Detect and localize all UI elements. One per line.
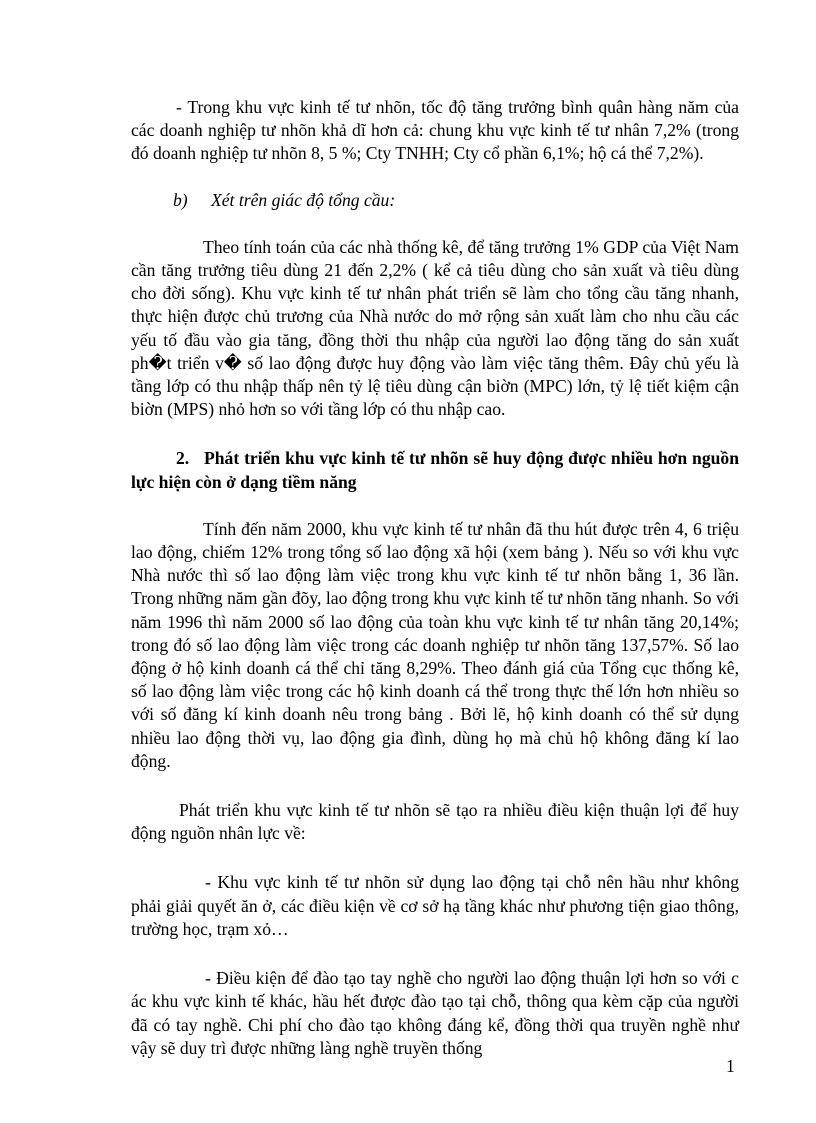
subsection-title: Xét trên giác độ tổng cầu: xyxy=(211,189,396,210)
paragraph-labor-statistics: Tính đến năm 2000, khu vực kinh tế tư nhân đã thu hút được trên 4, 6 triệu lao động, chiếm 12% trong tổng số lao động xã hội (xem bảng ). Nếu so với khu vực Nhà nước thì số lao động làm việc trong khu vực kinh tế tư nhõn bằng 1, 36 lần. Trong những năm gần đõy, lao động trong khu vực kinh tế tư nhõn tăng nhanh. So với năm 1996 thì năm 2000 số lao động của toàn khu vực kinh tế tư nhân tăng 20,14%; trong đó số lao động làm việc trong các doanh nghiệp tư nhõn tăng 137,57%. Số lao động ở hộ kinh doanh cá thể chỉ tăng 8,29%. Theo đánh giá của Tổng cục thống kê, số lao động làm việc trong các hộ kinh doanh cá thể trong thực thế lớn hơn nhiều so với số đăng kí kinh doanh nêu trong bảng . Bởi lẽ, hộ kinh doanh có thể sử dụng nhiều lao động thời vụ, lao động gia đình, dùng họ mà chủ hộ không đăng kí lao động. xyxy=(131,518,739,771)
page-number: 1 xyxy=(726,1056,735,1076)
paragraph-training-conditions: - Điều kiện để đào tạo tay nghề cho người lao động thuận lợi hơn so với c ác khu vực kinh tế khác, hầu hết được đào tạo tại chỗ, thông qua kèm cặp của người đã có tay nghề. Chi phí cho đào tạo không đáng kể, đồng thời qua truyền nghề như vậy sẽ duy trì được những làng nghề truyền thống xyxy=(131,968,739,1058)
subsection-heading-b xyxy=(173,189,739,212)
document-page xyxy=(131,96,739,1060)
section-number: 2. xyxy=(176,448,190,469)
subsection-marker: b) xyxy=(173,189,188,210)
paragraph-private-sector-growth: - Trong khu vực kinh tế tư nhõn, tốc độ tăng trưởng bình quân hàng năm của các doanh nghiệp tư nhõn khả dĩ hơn cả: chung khu vực kinh tế tư nhân 7,2% (trong đó doanh nghiệp tư nhõn 8, 5 %; Cty TNHH; Cty cổ phần 6,1%; hộ cá thể 7,2%). xyxy=(131,97,739,164)
paragraph-local-labor: - Khu vực kinh tế tư nhõn sử dụng lao động tại chỗ nên hầu như không phải giải quyết ăn ở, các điều kiện về cơ sở hạ tầng khác như phương tiện giao thông, trường học, trạm xỏ… xyxy=(131,872,739,939)
paragraph-aggregate-demand: Theo tính toán của các nhà thống kê, để tăng trưởng 1% GDP của Việt Nam cần tăng trưởng tiêu dùng 21 đến 2,2% ( kể cả tiêu dùng cho sản xuất và tiêu dùng cho đời sống). Khu vực kinh tế tư nhân phát triển sẽ làm cho tổng cầu tăng nhanh, thực hiện được chủ trương của Nhà nước do mở rộng sản xuất làm cho nhu cầu các yếu tố đầu vào gia tăng, đồng thời thu nhập của người lao động tăng do sản xuất ph�t triển v� số lao động được huy động vào làm việc tăng thêm. Đây chủ yếu là tầng lớp có thu nhập thấp nên tỷ lệ tiêu dùng cận biờn (MPC) lớn, tỷ lệ tiết kiệm cận biờn (MPS) nhỏ hơn so với tầng lớp có thu nhập cao. xyxy=(131,236,739,420)
section-heading-2 xyxy=(131,447,739,493)
section-title: Phát triển khu vực kinh tế tư nhõn sẽ huy động được nhiều hơn nguồn lực hiện còn ở dạng tiềm năng xyxy=(131,448,739,492)
paragraph-human-resources-intro: Phát triển khu vực kinh tế tư nhõn sẽ tạo ra nhiều điều kiện thuận lợi để huy động nguồn nhân lực về: xyxy=(131,800,739,844)
